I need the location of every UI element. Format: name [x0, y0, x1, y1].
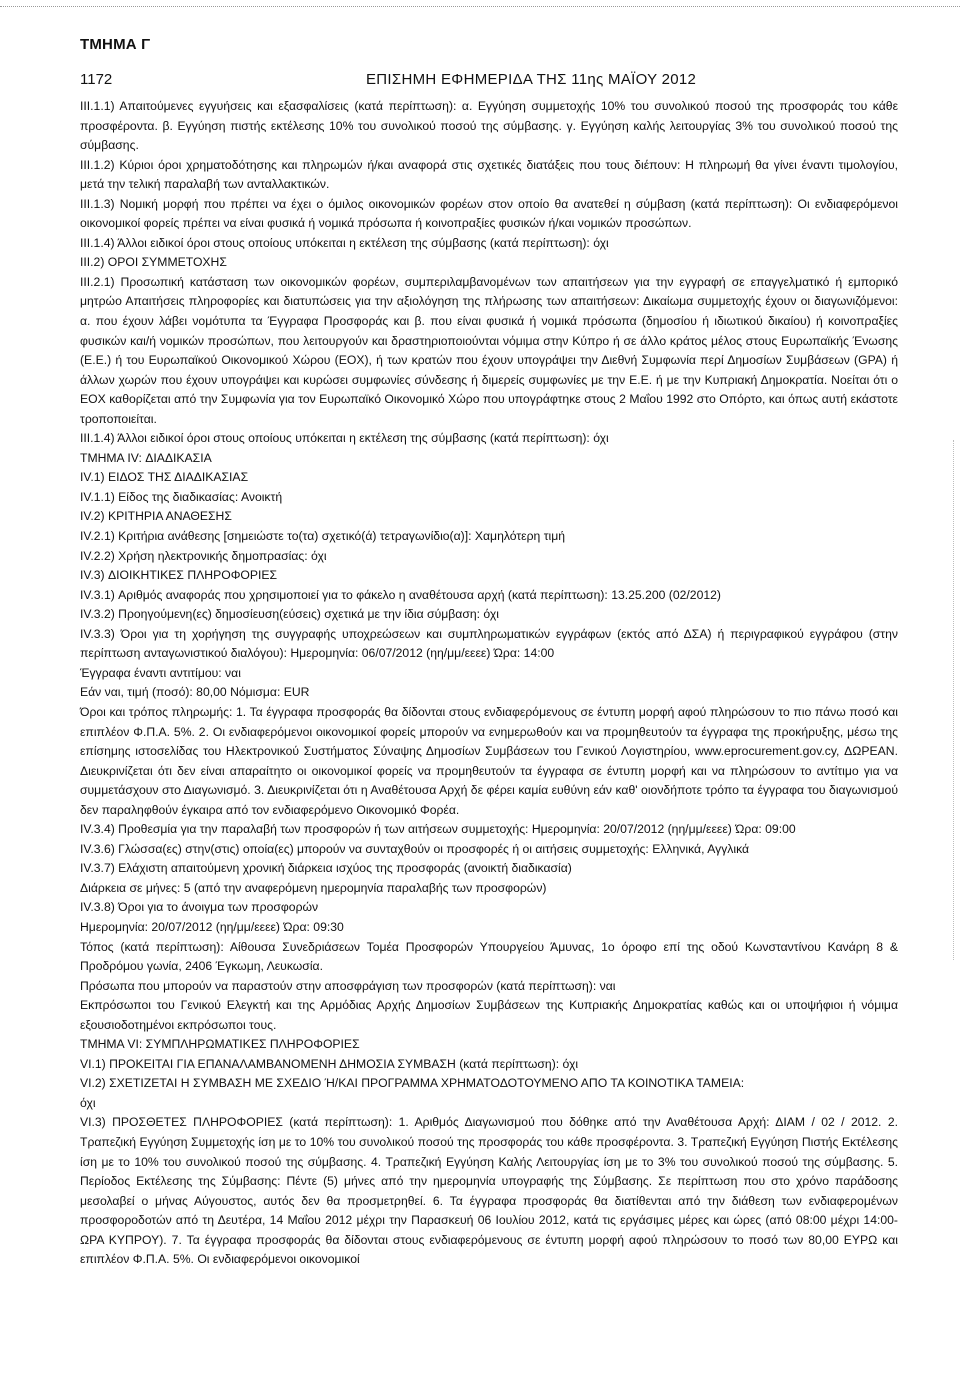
paragraph-iii-1-2: ΙΙΙ.1.2) Κύριοι όροι χρηματοδότησης και πληρωμών ή/και αναφορά στις σχετικές διατάξεις που τους διέπουν: Η πληρωμή θα γίνει έναντι τιμολογίου, μετά την τελική παραλαβή των ανταλλακτικών.	[80, 157, 898, 192]
paragraph-iii-1-3: ΙΙΙ.1.3) Νομική μορφή που πρέπει να έχει ο όμιλος οικονομικών φορέων στον οποίο θα ανατεθεί η σύμβαση (κατά περίπτωση): Οι ενδιαφερόμενοι οικονομικοί φορείς πρέπει να είναι φυσικά ή νομικά πρόσωπα ή κοινοπραξίες φυσικών ή/και νομικών προσώπων.	[80, 196, 898, 231]
section-label: ΤΜΗΜΑ Γ	[80, 36, 151, 53]
paragraph-attendees: Πρόσωπα που μπορούν να παραστούν στην αποσφράγιση των προσφορών (κατά περίπτωση): ναι	[80, 978, 616, 993]
paragraph-vi-2: VI.2) ΣΧΕΤΙΖΕΤΑΙ Η ΣΥΜΒΑΣΗ ΜΕ ΣΧΕΔΙΟ Ή/ΚΑΙ ΠΡΟΓΡΑΜΜΑ ΧΡΗΜΑΤΟΔΟΤΟΥΜΕΝΟ ΑΠΟ ΤΑ ΚΟΙΝΟΤΙΚΑ ΤΑΜΕΙΑ:	[80, 1076, 745, 1091]
paragraph-iv-3-8: IV.3.8) Όροι για το άνοιγμα των προσφορών	[80, 900, 319, 915]
heading-section-iv: ΤΜΗΜΑ IV: ΔΙΑΔΙΚΑΣΙΑ	[80, 450, 212, 465]
paragraph-vi-1: VI.1) ΠΡΟΚΕΙΤΑΙ ΓΙΑ ΕΠΑΝΑΛΑΜΒΑΝΟΜΕΝΗ ΔΗΜΟΣΙΑ ΣΥΜΒΑΣΗ (κατά περίπτωση): όχι	[80, 1056, 579, 1071]
paragraph-iv-2-2: IV.2.2) Χρήση ηλεκτρονικής δημοπρασίας: όχι	[80, 548, 327, 563]
right-scan-rule	[953, 440, 954, 960]
paragraph-iv-3-2: IV.3.2) Προηγούμενη(ες) δημοσίευση(εύσεις) σχετικά με την ίδια σύμβαση: όχι	[80, 607, 499, 622]
paragraph-iv-3-4: IV.3.4) Προθεσμία για την παραλαβή των προσφορών ή των αιτήσεων συμμετοχής: Ημερομηνία: 20/07/2012 (ηη/μμ/εεεε) Ώρα: 09:00	[80, 822, 796, 837]
paragraph-iii-2-1: ΙΙΙ.2.1) Προσωπική κατάσταση των οικονομικών φορέων, συμπεριλαμβανομένων των απαιτήσεων για την εγγραφή σε επαγγελματικό ή εμπορικό μητρώο Απαιτήσεις πληροφορίες και διατυπώσεις για την αξιολόγηση της πλήρωσης των απαιτήσεων: Δικαίωμα συμμετοχής έχουν οι διαγωνιζόμενοι: α. που έχουν λάβει νομότυπα τα Έγγραφα Προσφοράς και β. που είναι φυσικά ή νομικά πρόσωπα (δημοσίου ή ιδιωτικού δικαίου) ή κοινοπραξίες φυσικών και/ή νομικών προσώπων, που λειτουργούν και δραστηριοποιούνται νόμιμα στην Κύπρο ή σε άλλο κράτος μέλος στους Ευρωπαϊκής Ένωσης (Ε.Ε.) ή του Ευρωπαϊκού Οικονομικού Χώρου (ΕΟΧ), ή των κρατών που έχουν υπογράψει την Διεθνή Συμφωνία περί Δημοσίων Συμβάσεων (GPA) ή άλλων χωρών που έχουν υπογράψει και κυρώσει συμφωνίες σύνδεσης ή διμερείς συμφωνίες με την Ε.Ε. ή με την Κυπριακή Δημοκρατία. Νοείται ότι ο ΕΟΧ καθορίζεται από την Συμφωνία για τον Ευρωπαϊκό Οικονομικό Χώρο που υπογράφτηκε στους 2 Μαΐου 1992 στο Οπόρτο, και όπως αυτή εκάστοτε τροποποιείται.	[80, 274, 898, 426]
paragraph-iii-1-4-repeat: ΙΙΙ.1.4) Άλλοι ειδικοί όροι στους οποίους υπόκειται η εκτέλεση της σύμβασης (κατά περίπτωση): όχι	[80, 431, 609, 446]
paragraph-duration: Διάρκεια σε μήνες: 5 (από την αναφερόμενη ημερομηνία παραλαβής των προσφορών)	[80, 880, 547, 895]
paragraph-iv-2-1: IV.2.1) Κριτήρια ανάθεσης [σημειώστε το(τα) σχετικό(ά) τετραγωνίδιο(α)]: Χαμηλότερη τιμή	[80, 529, 566, 544]
document-body	[80, 97, 898, 1270]
gazette-title: ΕΠΙΣΗΜΗ ΕΦΗΜΕΡΙΔΑ ΤΗΣ 11ης ΜΑΪΟΥ 2012	[366, 71, 697, 88]
paragraph-iii-1-1: ΙΙΙ.1.1) Απαιτούμενες εγγυήσεις και εξασφαλίσεις (κατά περίπτωση): α. Εγγύηση συμμετοχής 10% του συνολικού ποσού της προσφοράς του κάθε προσφέροντα. β. Εγγύηση πιστής εκτέλεσης 10% του συνολικού ποσού της σύμβασης. γ. Εγγύηση καλής λειτουργίας 3% του συνολικού ποσού της σύμβασης.	[80, 99, 898, 153]
paragraph-vi-3: VI.3) ΠΡΟΣΘΕΤΕΣ ΠΛΗΡΟΦΟΡΙΕΣ (κατά περίπτωση): 1. Αριθμός Διαγωνισμού που δόθηκε από την Αναθέτουσα Αρχή: ΔΙΑΜ / 02 / 2012. 2. Τραπεζική Εγγύηση Συμμετοχής ίση με το 10% του συνολικού ποσού της προσφοράς του κάθε προσφέροντα. 3. Τραπεζική Εγγύηση Πιστής Εκτέλεσης ίση με το 10% του συνολικού ποσού της σύμβασης. 4. Τραπεζική Εγγύηση Καλής Λειτουργίας ίση με το 3% του συνολικού ποσού της σύμβασης. 5. Περίοδος Εκτέλεσης της Σύμβασης: Πέντε (5) μήνες από την ημερομηνία υπογραφής της Σύμβασης. Σε περίπτωση που στο χρόνο παράδοσης μεσολαβεί ο μήνας Αύγουστος, αυτός δεν θα προσμετρηθεί. 6. Τα έγγραφα προσφοράς θα διατίθενται από την διάθεση των ενδιαφερομένων προσφοροδοτών από τη Δευτέρα, 14 Μαΐου 2012 μέχρι την Παρασκευή 06 Ιουλίου 2012, κατά τις εργάσιμες μέρες και ώρες (από 08:00 μέχρι 14:00-ΩΡΑ ΚΥΠΡΟΥ). 7. Τα έγγραφα προσφοράς θα δίδονται στους ενδιαφερόμενους σε έντυπη μορφή αφού πληρώσουν το ποσό των 80,00 ΕΥΡΩ και επιπλέον Φ.Π.Α. 5%. Οι ενδιαφερόμενοι οικονομικοί	[80, 1115, 898, 1267]
top-scan-rule	[0, 6, 960, 7]
heading-iii-2: ΙΙΙ.2) ΟΡΟΙ ΣΥΜΜΕΤΟΧΗΣ	[80, 255, 227, 270]
paragraph-representatives: Εκπρόσωποι του Γενικού Ελεγκτή και της Αρμόδιας Αρχής Δημοσίων Συμβάσεων της Κυπριακής Δημοκρατίας καθώς και οι υποψήφιοι ή νόμιμα εξουσιοδοτημένοι εκπρόσωποι τους.	[80, 998, 898, 1032]
paragraph-opening-date: Ημερομηνία: 20/07/2012 (ηη/μμ/εεεε) Ώρα: 09:30	[80, 919, 344, 934]
paragraph-documents-cost: Έγγραφα έναντι αντιτίμου: ναι	[80, 665, 241, 680]
paragraph-iv-3-6: IV.3.6) Γλώσσα(ες) στην(στις) οποία(ες) μπορούν να συνταχθούν οι προσφορές ή οι αιτήσεις συμμετοχής: Ελληνικά, Αγγλικά	[80, 841, 750, 856]
paragraph-iv-3-1: IV.3.1) Αριθμός αναφοράς που χρησιμοποιεί για το φάκελο η αναθέτουσα αρχή (κατά περίπτωση): 13.25.200 (02/2012)	[80, 587, 721, 602]
paragraph-iii-1-4: ΙΙΙ.1.4) Άλλοι ειδικοί όροι στους οποίους υπόκειται η εκτέλεση της σύμβασης (κατά περίπτωση): όχι	[80, 235, 609, 250]
heading-iv-1: IV.1) ΕΙΔΟΣ ΤΗΣ ΔΙΑΔΙΚΑΣΙΑΣ	[80, 470, 249, 485]
heading-iv-3: IV.3) ΔΙΟΙΚΗΤΙΚΕΣ ΠΛΗΡΟΦΟΡΙΕΣ	[80, 568, 278, 583]
paragraph-iv-3-7: IV.3.7) Ελάχιστη απαιτούμενη χρονική διάρκεια ισχύος της προσφοράς (ανοικτή διαδικασία)	[80, 861, 572, 876]
heading-section-vi: ΤΜΗΜΑ VI: ΣΥΜΠΛΗΡΩΜΑΤΙΚΕΣ ΠΛΗΡΟΦΟΡΙΕΣ	[80, 1037, 360, 1052]
paragraph-price: Εάν ναι, τιμή (ποσό): 80,00 Νόμισμα: EUR	[80, 685, 310, 700]
paragraph-iv-1-1: IV.1.1) Είδος της διαδικασίας: Ανοικτή	[80, 489, 283, 504]
paragraph-iv-3-3: IV.3.3) Όροι για τη χορήγηση της συγγραφής υποχρεώσεων και συμπληρωματικών εγγράφων (εκτός από ΔΣΑ) ή περιγραφικού εγγράφου (στην περίπτωση ανταγωνιστικού διαλόγου): Ημερομηνία: 06/07/2012 (ηη/μμ/εεεε) Ώρα: 14:00	[80, 626, 898, 661]
running-header	[80, 71, 900, 91]
paragraph-opening-place: Τόπος (κατά περίπτωση): Αίθουσα Συνεδριάσεων Τομέα Προσφορών Υπουργείου Άμυνας, 1ο όροφο επί της οδού Κωνσταντίνου Κανάρη 8 & Προδρόμου γωνία, 2406 Έγκωμη, Λευκωσία.	[80, 939, 898, 974]
heading-iv-2: IV.2) ΚΡΙΤΗΡΙΑ ΑΝΑΘΕΣΗΣ	[80, 509, 232, 524]
paragraph-vi-2-answer: όχι	[80, 1095, 96, 1110]
paragraph-payment-terms: Όροι και τρόπος πληρωμής: 1. Τα έγγραφα προσφοράς θα δίδονται στους ενδιαφερόμενους σε έντυπη μορφή αφού πληρώσουν το πιο πάνω ποσό και επιπλέον Φ.Π.Α. 5%. 2. Οι ενδιαφερόμενοι οικονομικοί φορείς μπορούν να ενημερωθούν και να προμηθευτούν τα έγγραφα της προκήρυξης, μέσω της επίσημης ιστοσελίδας του Ηλεκτρονικού Συστήματος Σύναψης Δημοσίων Συμβάσεων του Γενικού Λογιστηρίου, www.eprocurement.gov.cy, ΔΩΡΕΑΝ. Διευκρινίζεται ότι δεν είναι απαραίτητο οι οικονομικοί φορείς να προμηθευτούν τα έγγραφα σε έντυπη μορφή και να πληρώσουν το αντίτιμο για να συμμετάσχουν στο Διαγωνισμό. 3. Διευκρινίζεται ότι η Αναθέτουσα Αρχή δε φέρει καμία ευθύνη εάν καθ' οιονδήποτε τρόπο τα έγγραφα του διαγωνισμού δεν παραληφθούν έγκαιρα από τον ενδιαφερόμενο Οικονομικό Φορέα.	[80, 704, 898, 817]
page-number: 1172	[80, 71, 113, 88]
